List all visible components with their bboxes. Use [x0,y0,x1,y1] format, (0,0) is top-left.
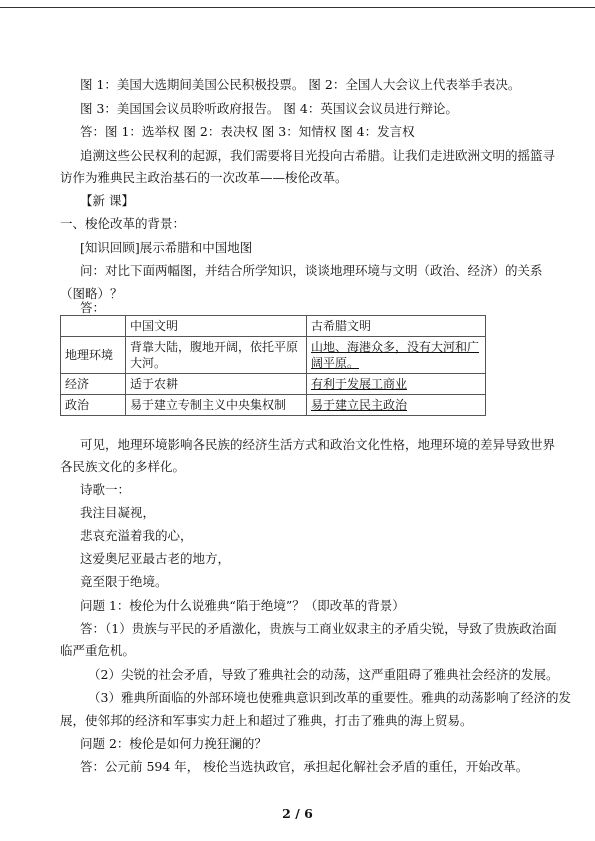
table-cell: 适于农耕 [126,374,307,395]
page-number: 2 / 6 [282,806,313,821]
table-row [61,337,486,374]
section-heading: 【新 课】 [80,193,134,208]
row-label: 经济 [61,374,126,395]
comparison-table [60,315,486,416]
section-heading: 一、梭伦改革的背景： [60,216,186,231]
text-line: 答： [80,300,106,315]
text-line: 问：对比下面两幅图，并结合所学知识，谈谈地理环境与文明（政治、经济）的关系 [80,263,543,278]
table-header-cell: 中国文明 [126,316,307,337]
poem-line: 悲哀充溢着我的心， [80,528,193,543]
poem-line: 我注目凝视， [80,505,156,520]
row-label: 地理环境 [61,337,126,374]
text-line: 答：图 1：选举权 图 2：表决权 图 3：知情权 图 4：发言权 [80,124,415,139]
row-label: 政治 [61,395,126,416]
text-line: [知识回顾]展示希腊和中国地图 [80,240,253,255]
text-line: 访作为雅典民主政治基石的一次改革——梭伦改革。 [60,170,348,185]
table-cell: 易于建立专制主义中央集权制 [126,395,307,416]
table-header-row [61,316,486,337]
text-line: 可见，地理环境影响各民族的经济生活方式和政治文化性格，地理环境的差异导致世界 [80,437,556,452]
text-line: 追溯这些公民权利的起源，我们需要将目光投向古希腊。让我们走进欧洲文明的摇篮寻 [80,148,556,163]
text-line: 图 1：美国大选期间美国公民积极投票。 图 2：全国人大会议上代表举手表决。 [80,77,521,92]
text-line: 答：（1）贵族与平民的矛盾激化，贵族与工商业奴隶主的矛盾尖锐，导致了贵族政治面 [80,621,557,636]
table-header-cell: 古希腊文明 [307,316,486,337]
table-cell: 有利于发展工商业 [307,374,486,395]
text-line: （图略）？ [60,286,123,301]
poem-line: 这爱奥尼亚最古老的地方， [80,551,231,566]
table-cell: 易于建立民主政治 [307,395,486,416]
text-line: 展，使邻邦的经济和军事实力赶上和超过了雅典，打击了雅典的海上贸易。 [60,713,473,728]
header-rule [0,7,595,8]
table-cell: 背靠大陆，腹地开阔，依托平原大河。 [126,337,307,374]
text-line: （2）尖锐的社会矛盾，导致了雅典社会的动荡，这严重阻碍了雅典社会经济的发展。 [88,667,559,682]
text-line: （3）雅典所面临的外部环境也使雅典意识到改革的重要性。雅典的动荡影响了经济的发 [88,690,571,705]
question: 问题 1：梭伦为什么说雅典“陷于绝境”？（即改革的背景） [80,598,405,613]
text-line: 答：公元前 594 年， 梭伦当选执政官，承担起化解社会矛盾的重任，开始改革。 [80,759,529,774]
text-line: 图 3：美国国会议员聆听政府报告。 图 4：英国议会议员进行辩论。 [80,101,458,116]
poem-line: 竟至限于绝境。 [80,574,168,589]
table-cell: 山地、海港众多，没有大河和广阔平原。 [307,337,486,374]
table-row [61,395,486,416]
table-row [61,374,486,395]
table-cell [61,316,126,337]
text-line: 诗歌一： [80,482,131,497]
question: 问题 2：梭伦是如何力挽狂澜的？ [80,736,267,751]
text-line: 临严重危机。 [60,643,136,658]
text-line: 各民族文化的多样化。 [60,459,186,474]
